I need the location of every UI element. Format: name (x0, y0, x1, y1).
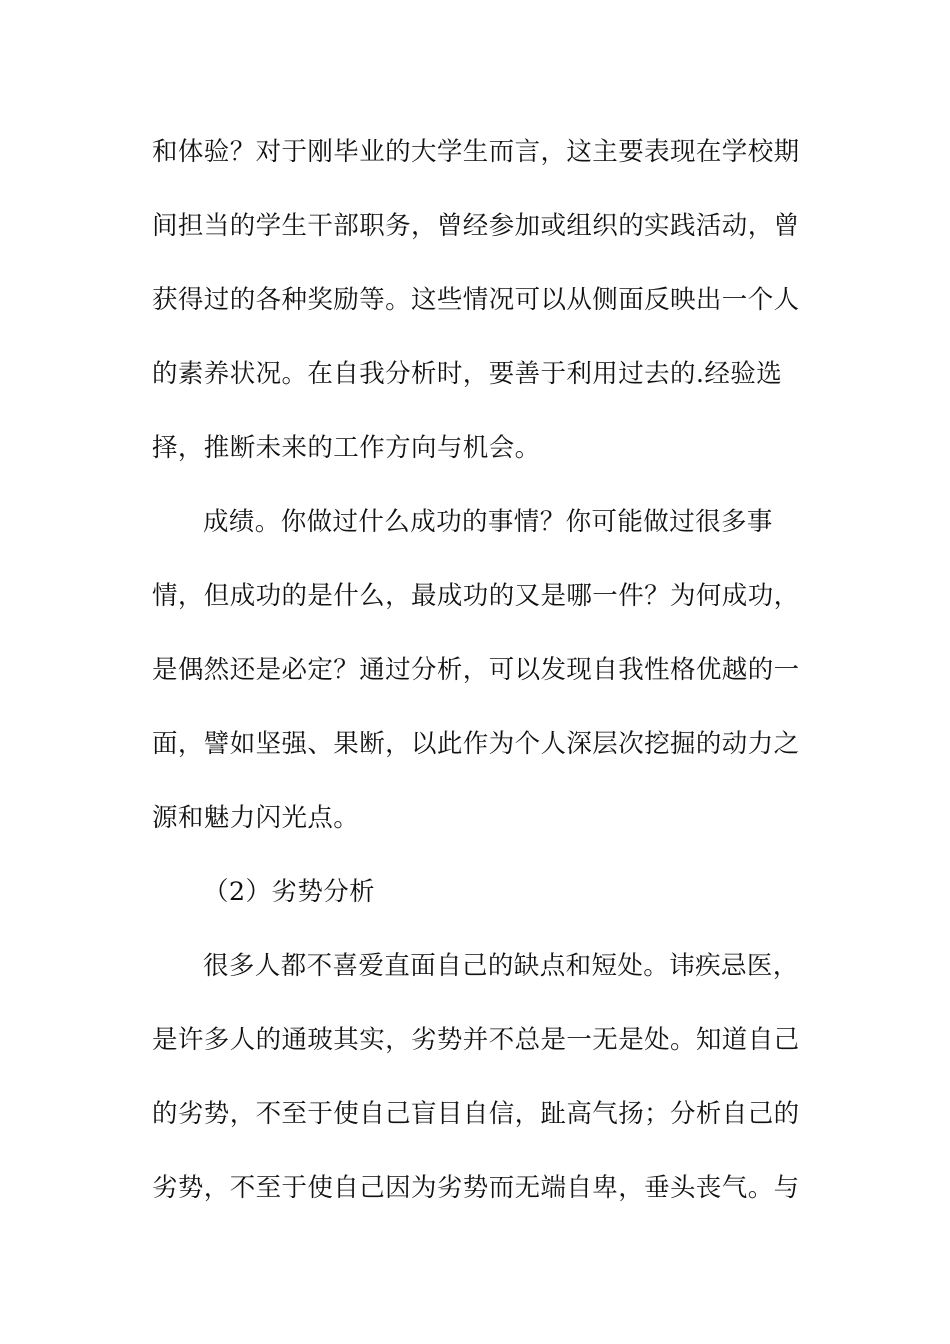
paragraph-line: 是许多人的通玻其实，劣势并不总是一无是处。知道自己 (152, 1025, 800, 1055)
paragraph-line: 获得过的各种奖励等。这些情况可以从侧面反映出一个人 (152, 285, 800, 315)
section-heading: （2）劣势分析 (203, 877, 376, 907)
paragraph-line: 面，譬如坚强、果断，以此作为个人深层次挖掘的动力之 (152, 729, 800, 759)
paragraph-line: 是偶然还是必定？通过分析，可以发现自我性格优越的一 (152, 655, 800, 685)
paragraph-line: 的劣势，不至于使自己盲目自信，趾高气扬；分析自己的 (152, 1099, 800, 1129)
paragraph-line: 成绩。你做过什么成功的事情？你可能做过很多事 (203, 507, 773, 537)
paragraph-line: 源和魅力闪光点。 (152, 803, 360, 833)
paragraph-line: 择，推断未来的工作方向与机会。 (152, 433, 541, 463)
paragraph-line: 的素养状况。在自我分析时，要善于利用过去的.经验选 (152, 359, 783, 389)
paragraph-line: 和体验？对于刚毕业的大学生而言，这主要表现在学校期 (152, 137, 800, 167)
paragraph-line: 情，但成功的是什么，最成功的又是哪一件？为何成功， (152, 581, 800, 611)
paragraph-line: 劣势，不至于使自己因为劣势而无端自卑，垂头丧气。与 (152, 1173, 800, 1203)
paragraph-line: 间担当的学生干部职务，曾经参加或组织的实践活动，曾 (152, 211, 800, 241)
paragraph-line: 很多人都不喜爱直面自己的缺点和短处。讳疾忌医， (203, 951, 799, 981)
